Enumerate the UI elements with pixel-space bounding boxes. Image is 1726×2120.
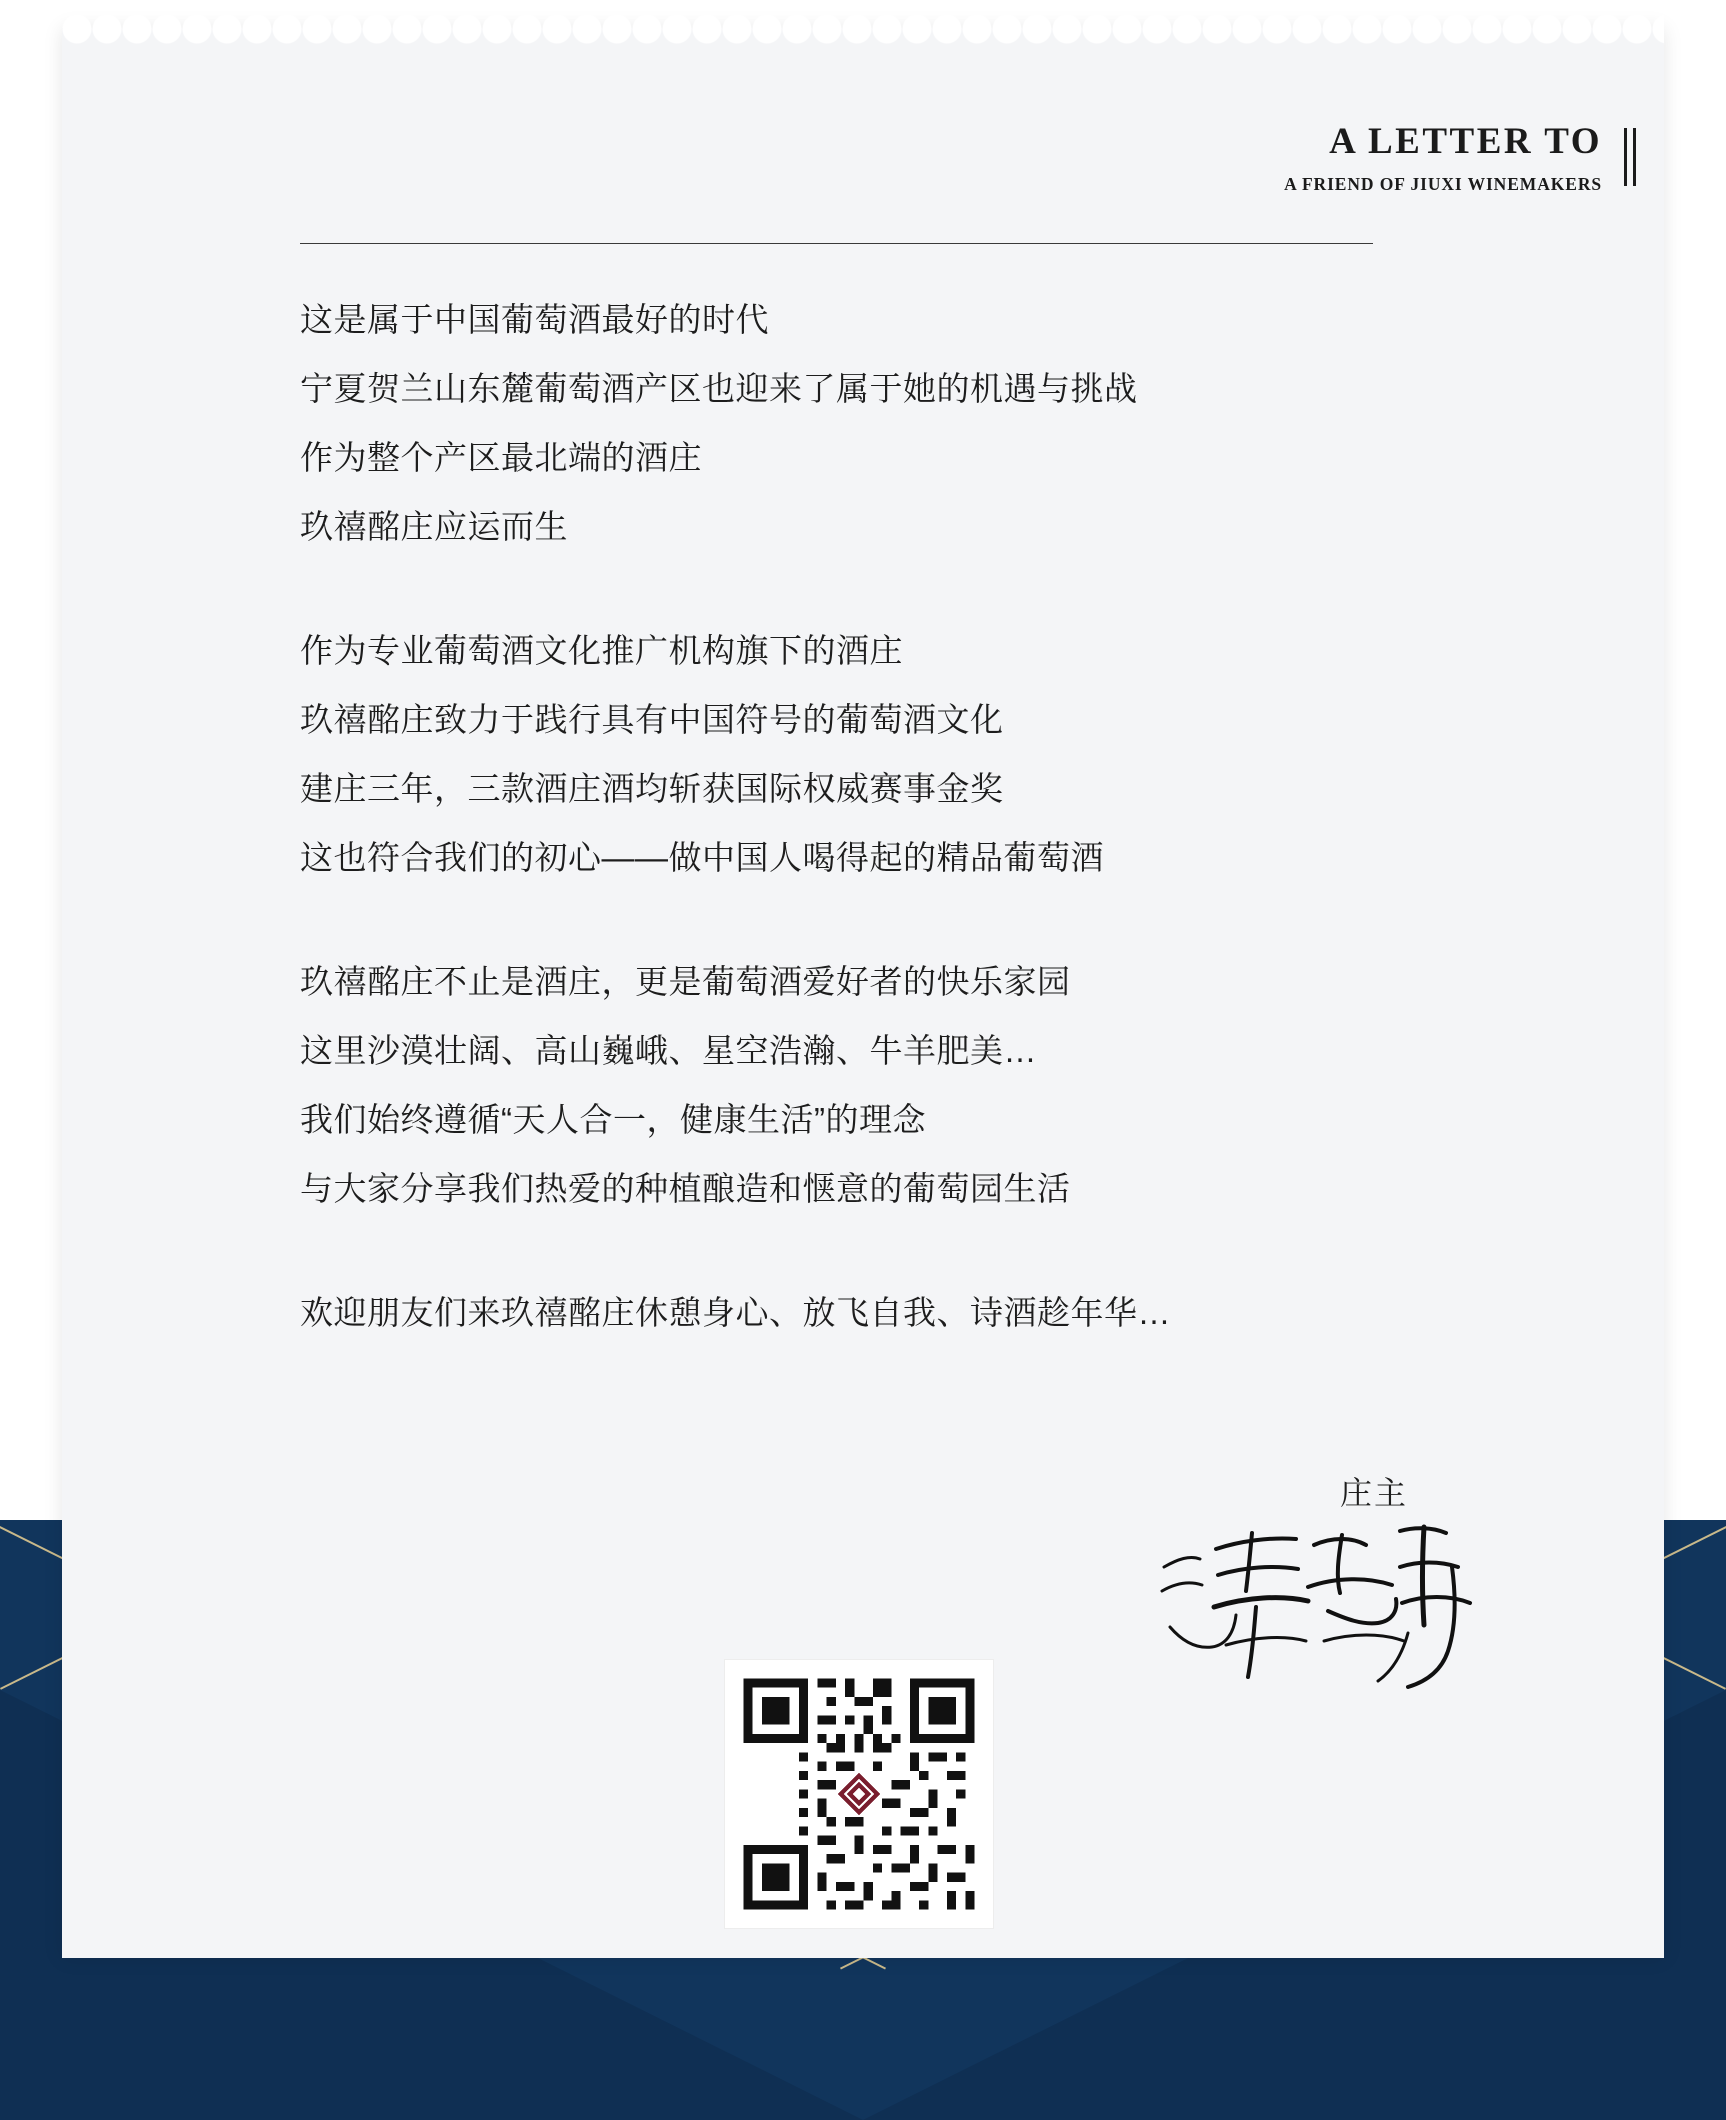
letter-line: 建庄三年，三款酒庄酒均斩获国际权威赛事金奖 <box>300 770 1004 807</box>
signature-label: 庄主 <box>1339 1475 1408 1511</box>
letter-line: 这里沙漠壮阔、高山巍峨、星空浩瀚、牛羊肥美… <box>300 1032 1037 1069</box>
letter-header-text <box>1284 122 1602 195</box>
letter-line: 玖禧酩庄应运而生 <box>300 508 568 545</box>
paragraph <box>300 1278 1420 1347</box>
header-divider <box>300 243 1373 244</box>
letter-body <box>300 285 1420 1347</box>
letter-line: 与大家分享我们热爱的种植酿造和惬意的葡萄园生活 <box>300 1170 1071 1207</box>
page-title: A LETTER TO <box>1329 121 1602 162</box>
page-subtitle: A FRIEND OF JIUXI WINEMAKERS <box>1284 173 1602 194</box>
paragraph <box>300 947 1420 1223</box>
qr-code-image <box>725 1660 993 1928</box>
letter-line: 我们始终遵循“天人合一，健康生活”的理念 <box>300 1101 926 1138</box>
letter-header <box>1284 122 1636 195</box>
qr-code[interactable] <box>725 1660 993 1928</box>
double-bar-icon <box>1618 128 1636 186</box>
letter-line: 作为专业葡萄酒文化推广机构旗下的酒庄 <box>300 632 903 669</box>
paragraph <box>300 285 1420 561</box>
letter-line: 宁夏贺兰山东麓葡萄酒产区也迎来了属于她的机遇与挑战 <box>300 370 1138 407</box>
letter-scalloped-edge <box>62 14 1664 44</box>
letter-line: 玖禧酩庄致力于践行具有中国符号的葡萄酒文化 <box>300 701 1004 738</box>
letter-line: 玖禧酩庄不止是酒庄，更是葡萄酒爱好者的快乐家园 <box>300 963 1071 1000</box>
paragraph <box>300 616 1420 892</box>
letter-line: 这也符合我们的初心——做中国人喝得起的精品葡萄酒 <box>300 839 1104 876</box>
letter-line: 这是属于中国葡萄酒最好的时代 <box>300 301 769 338</box>
letter-line: 欢迎朋友们来玖禧酩庄休憩身心、放飞自我、诗酒趁年华… <box>300 1294 1171 1331</box>
letter-line: 作为整个产区最北端的酒庄 <box>300 439 702 476</box>
signature-handwriting <box>1156 1515 1486 1705</box>
